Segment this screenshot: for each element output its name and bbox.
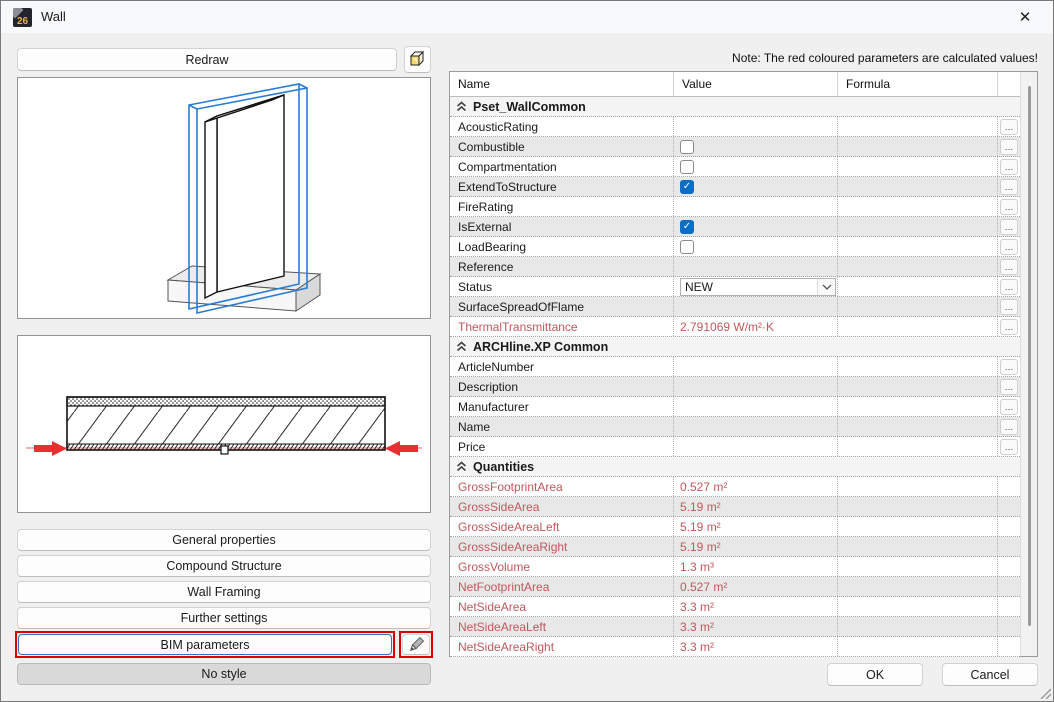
- row-actions: [998, 617, 1020, 636]
- window-title: Wall: [41, 9, 66, 24]
- ellipsis-button[interactable]: …: [1000, 419, 1018, 435]
- section-header-archline-xp-common[interactable]: ARCHline.XP Common: [450, 337, 1020, 357]
- chevron-double-up-icon[interactable]: [456, 461, 467, 472]
- param-name: GrossFootprintArea: [450, 477, 674, 496]
- checkbox-checked[interactable]: ✓: [680, 220, 694, 234]
- value-text: 3.3 m²: [680, 639, 715, 654]
- ok-button[interactable]: OK: [827, 663, 923, 686]
- param-value[interactable]: [674, 197, 838, 216]
- param-name: IsExternal: [450, 217, 674, 236]
- value-text: 3.3 m²: [680, 619, 715, 634]
- param-formula: [838, 257, 998, 276]
- row-actions: [998, 257, 1020, 276]
- param-name: NetSideAreaLeft: [450, 617, 674, 636]
- param-name: ArticleNumber: [450, 357, 674, 376]
- param-formula: [838, 597, 998, 616]
- param-value: [674, 537, 838, 556]
- row-actions: [998, 117, 1020, 136]
- calculated-values-note: Note: The red coloured parameters are calculated values!: [732, 51, 1038, 65]
- param-value[interactable]: [674, 417, 838, 436]
- param-name: LoadBearing: [450, 237, 674, 256]
- param-value: [674, 617, 838, 636]
- param-row-Reference[interactable]: [450, 257, 1020, 277]
- param-row-Status[interactable]: [450, 277, 1020, 297]
- ellipsis-button[interactable]: …: [1000, 319, 1018, 335]
- no-style-button[interactable]: No style: [17, 663, 431, 685]
- param-value: [674, 637, 838, 656]
- param-name: GrossSideAreaLeft: [450, 517, 674, 536]
- param-value[interactable]: [674, 117, 838, 136]
- param-row-Description[interactable]: [450, 377, 1020, 397]
- param-value[interactable]: [674, 237, 838, 256]
- param-value[interactable]: [674, 357, 838, 376]
- param-value[interactable]: [674, 257, 838, 276]
- param-formula: [838, 557, 998, 576]
- param-value: [674, 577, 838, 596]
- param-formula: [838, 217, 998, 236]
- row-actions: [998, 377, 1020, 396]
- param-formula: [838, 197, 998, 216]
- param-name: Compartmentation: [450, 157, 674, 176]
- section-header-pset-wallcommon[interactable]: Pset_WallCommon: [450, 97, 1020, 117]
- param-name: Manufacturer: [450, 397, 674, 416]
- param-value[interactable]: [674, 317, 838, 336]
- scrollbar-thumb[interactable]: [1028, 86, 1031, 626]
- ellipsis-button[interactable]: …: [1000, 119, 1018, 135]
- compound-structure-button[interactable]: Compound Structure: [17, 555, 431, 577]
- column-header-formula[interactable]: Formula: [838, 72, 998, 96]
- column-header-value[interactable]: Value: [674, 72, 838, 96]
- row-actions: [998, 417, 1020, 436]
- param-row-GrossSideAreaLeft[interactable]: [450, 517, 1020, 537]
- row-actions: [998, 277, 1020, 296]
- param-name: Description: [450, 377, 674, 396]
- ellipsis-button[interactable]: …: [1000, 279, 1018, 295]
- param-name: Reference: [450, 257, 674, 276]
- value-text: 5.19 m²: [680, 519, 721, 534]
- row-actions: [998, 217, 1020, 236]
- value-text: 3.3 m²: [680, 599, 715, 614]
- param-name: Name: [450, 417, 674, 436]
- column-header-blank: [998, 72, 1019, 96]
- table-body: [450, 97, 1020, 657]
- param-name: GrossSideAreaRight: [450, 537, 674, 556]
- param-value[interactable]: [674, 157, 838, 176]
- ellipsis-button[interactable]: …: [1000, 179, 1018, 195]
- chevron-double-up-icon[interactable]: [456, 341, 467, 352]
- row-actions: [998, 497, 1020, 516]
- ellipsis-button[interactable]: …: [1000, 359, 1018, 375]
- ellipsis-button[interactable]: …: [1000, 399, 1018, 415]
- row-actions: [998, 637, 1020, 656]
- param-row-Combustible[interactable]: [450, 137, 1020, 157]
- bim-parameters-highlight: [15, 631, 395, 658]
- ellipsis-button[interactable]: …: [1000, 259, 1018, 275]
- 3d-cube-icon[interactable]: [404, 46, 431, 73]
- param-formula: [838, 177, 998, 196]
- value-text: 5.19 m²: [680, 499, 721, 514]
- wall-3d-preview: [17, 77, 431, 319]
- ellipsis-button[interactable]: …: [1000, 379, 1018, 395]
- param-formula: [838, 157, 998, 176]
- parameters-table: [449, 71, 1038, 657]
- row-actions: [998, 537, 1020, 556]
- param-row-ArticleNumber[interactable]: [450, 357, 1020, 377]
- wall-section-drawing: [18, 336, 430, 512]
- row-actions: [998, 157, 1020, 176]
- value-text: 0.527 m²: [680, 479, 728, 494]
- param-formula: [838, 417, 998, 436]
- value-text: 5.19 m²: [680, 539, 721, 554]
- param-formula: [838, 577, 998, 596]
- param-row-NetSideAreaRight[interactable]: [450, 637, 1020, 657]
- ellipsis-button[interactable]: …: [1000, 199, 1018, 215]
- archline-app-icon: 26: [13, 8, 32, 27]
- param-formula: [838, 397, 998, 416]
- param-value[interactable]: [674, 177, 838, 196]
- title-bar: [1, 1, 1053, 33]
- general-properties-button[interactable]: General properties: [17, 529, 431, 551]
- param-formula: [838, 297, 998, 316]
- further-settings-button[interactable]: Further settings: [17, 607, 431, 629]
- column-header-name[interactable]: Name: [450, 72, 674, 96]
- pencil-icon[interactable]: [402, 634, 430, 655]
- checkbox-checked[interactable]: ✓: [680, 180, 694, 194]
- wall-framing-button[interactable]: Wall Framing: [17, 581, 431, 603]
- chevron-double-up-icon[interactable]: [456, 101, 467, 112]
- param-name: NetSideAreaRight: [450, 637, 674, 656]
- wall-3d-drawing: [18, 78, 430, 318]
- param-row-NetSideAreaLeft[interactable]: [450, 617, 1020, 637]
- param-name: GrossSideArea: [450, 497, 674, 516]
- param-formula: [838, 437, 998, 456]
- checkbox-unchecked[interactable]: [680, 160, 694, 174]
- param-formula: [838, 237, 998, 256]
- param-name: NetSideArea: [450, 597, 674, 616]
- param-value[interactable]: [674, 277, 838, 296]
- param-name: AcousticRating: [450, 117, 674, 136]
- param-row-IsExternal[interactable]: [450, 217, 1020, 237]
- param-value: [674, 497, 838, 516]
- param-formula: [838, 497, 998, 516]
- param-row-Manufacturer[interactable]: [450, 397, 1020, 417]
- param-row-NetFootprintArea[interactable]: [450, 577, 1020, 597]
- param-formula: [838, 617, 998, 636]
- wall-section-preview: [17, 335, 431, 513]
- param-value: [674, 557, 838, 576]
- param-name: SurfaceSpreadOfFlame: [450, 297, 674, 316]
- param-row-ThermalTransmittance[interactable]: [450, 317, 1020, 337]
- param-name: GrossVolume: [450, 557, 674, 576]
- param-name: Combustible: [450, 137, 674, 156]
- param-name: FireRating: [450, 197, 674, 216]
- param-value[interactable]: [674, 437, 838, 456]
- ellipsis-button[interactable]: …: [1000, 299, 1018, 315]
- row-actions: [998, 597, 1020, 616]
- checkbox-unchecked[interactable]: [680, 140, 694, 154]
- close-icon[interactable]: ✕: [1018, 9, 1032, 26]
- param-formula: [838, 477, 998, 496]
- param-value[interactable]: [674, 217, 838, 236]
- param-formula: [838, 517, 998, 536]
- ellipsis-button[interactable]: …: [1000, 139, 1018, 155]
- param-name: ExtendToStructure: [450, 177, 674, 196]
- bim-parameters-button[interactable]: BIM parameters: [18, 634, 392, 655]
- param-formula: [838, 637, 998, 656]
- ellipsis-button[interactable]: …: [1000, 159, 1018, 175]
- param-row-GrossFootprintArea[interactable]: [450, 477, 1020, 497]
- param-formula: [838, 377, 998, 396]
- param-formula: [838, 137, 998, 156]
- param-row-GrossSideArea[interactable]: [450, 497, 1020, 517]
- param-row-GrossSideAreaRight[interactable]: [450, 537, 1020, 557]
- param-value[interactable]: [674, 137, 838, 156]
- param-row-LoadBearing[interactable]: [450, 237, 1020, 257]
- param-formula: [838, 277, 998, 296]
- row-actions: [998, 517, 1020, 536]
- row-actions: [998, 237, 1020, 256]
- row-actions: [998, 437, 1020, 456]
- row-actions: [998, 477, 1020, 496]
- param-row-ExtendToStructure[interactable]: [450, 177, 1020, 197]
- param-formula: [838, 357, 998, 376]
- cancel-button[interactable]: Cancel: [942, 663, 1038, 686]
- row-actions: [998, 197, 1020, 216]
- row-actions: [998, 297, 1020, 316]
- row-actions: [998, 317, 1020, 336]
- row-actions: [998, 177, 1020, 196]
- value-text: 1.3 m³: [680, 559, 715, 574]
- param-name: ThermalTransmittance: [450, 317, 674, 336]
- table-header: [450, 72, 1037, 97]
- param-name: Price: [450, 437, 674, 456]
- param-name: NetFootprintArea: [450, 577, 674, 596]
- param-row-AcousticRating[interactable]: [450, 117, 1020, 137]
- value-text: 0.527 m²: [680, 579, 728, 594]
- param-row-SurfaceSpreadOfFlame[interactable]: [450, 297, 1020, 317]
- row-actions: [998, 397, 1020, 416]
- row-actions: [998, 137, 1020, 156]
- param-row-Compartmentation[interactable]: [450, 157, 1020, 177]
- row-actions: [998, 357, 1020, 376]
- param-value: [674, 597, 838, 616]
- param-name: Status: [450, 277, 674, 296]
- param-formula: [838, 117, 998, 136]
- table-scrollbar[interactable]: [1020, 72, 1037, 656]
- ellipsis-button[interactable]: …: [1000, 219, 1018, 235]
- dropdown-value: NEW: [685, 279, 713, 294]
- row-actions: [998, 577, 1020, 596]
- param-row-Price[interactable]: [450, 437, 1020, 457]
- param-row-NetSideArea[interactable]: [450, 597, 1020, 617]
- resize-grip[interactable]: [1037, 685, 1051, 699]
- param-formula: [838, 317, 998, 336]
- ellipsis-button[interactable]: …: [1000, 239, 1018, 255]
- chevron-down-icon[interactable]: [817, 279, 835, 295]
- checkbox-unchecked[interactable]: [680, 240, 694, 254]
- redraw-button[interactable]: Redraw: [17, 48, 397, 71]
- param-row-Name[interactable]: [450, 417, 1020, 437]
- param-row-FireRating[interactable]: [450, 197, 1020, 217]
- value-text: 2.791069 W/m²·K: [680, 319, 775, 334]
- param-value[interactable]: [674, 377, 838, 396]
- param-value: [674, 517, 838, 536]
- param-row-GrossVolume[interactable]: [450, 557, 1020, 577]
- param-value[interactable]: [674, 297, 838, 316]
- row-actions: [998, 557, 1020, 576]
- status-dropdown[interactable]: [680, 278, 836, 296]
- ellipsis-button[interactable]: …: [1000, 439, 1018, 455]
- param-value[interactable]: [674, 397, 838, 416]
- param-formula: [838, 537, 998, 556]
- param-value: [674, 477, 838, 496]
- section-header-quantities[interactable]: Quantities: [450, 457, 1020, 477]
- edit-highlight: [399, 631, 433, 658]
